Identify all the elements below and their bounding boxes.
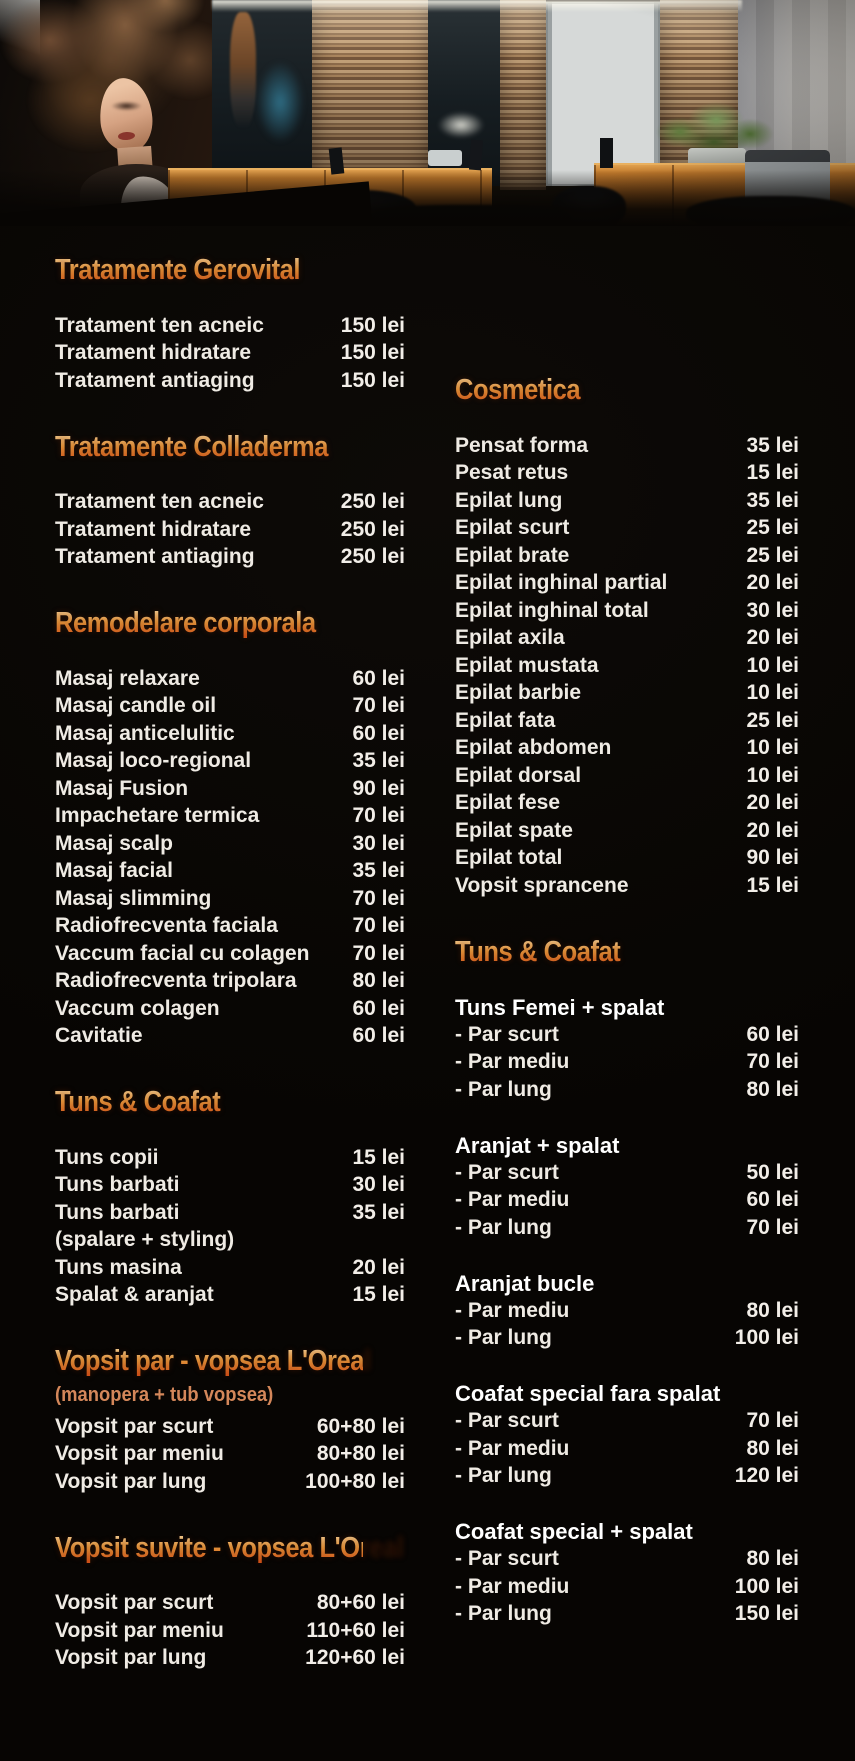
- menu-item-row: [455, 1546, 799, 1574]
- menu-item-name: - Par mediu: [455, 1574, 570, 1598]
- menu-item-name: Epilat inghinal partial: [455, 571, 668, 595]
- menu-item-price: 70 lei: [352, 804, 405, 828]
- menu-item-row: [55, 1468, 405, 1496]
- menu-item-row: [55, 968, 405, 996]
- menu-item-row: [455, 1049, 799, 1077]
- menu-item-row: [455, 542, 799, 570]
- menu-item-price: 20 lei: [746, 626, 799, 650]
- menu-item-name: Vopsit par meniu: [55, 1442, 224, 1466]
- menu-item-row: [55, 1590, 405, 1618]
- menu-item-row: [55, 1023, 405, 1051]
- menu-item-name: Vopsit par scurt: [55, 1414, 214, 1438]
- menu-item-name: Epilat brate: [455, 543, 570, 567]
- menu-item-row: [455, 1435, 799, 1463]
- menu-section: [55, 252, 405, 395]
- menu-item-name: Epilat inghinal total: [455, 598, 649, 622]
- menu-section: [55, 1530, 405, 1673]
- menu-item-row: [455, 1159, 799, 1187]
- menu-item-price: 10 lei: [746, 736, 799, 760]
- menu-item-name: Tuns barbati: [55, 1173, 180, 1197]
- section-title: Cosmetica: [455, 372, 758, 408]
- menu-item-name: Epilat barbie: [455, 681, 582, 705]
- menu-item-row: [55, 995, 405, 1023]
- menu-item-price: 60 lei: [746, 1022, 799, 1046]
- menu-item-name: Masaj loco-regional: [55, 749, 252, 773]
- menu-item-name: Masaj scalp: [55, 831, 173, 855]
- menu-item-row: [455, 707, 799, 735]
- menu-item-price: 15 lei: [746, 461, 799, 485]
- menu-item-price: 100+80 lei: [305, 1469, 405, 1493]
- menu-item-price: 80 lei: [746, 1547, 799, 1571]
- menu-item-price: 10 lei: [746, 653, 799, 677]
- menu-item-row: [55, 1441, 405, 1469]
- menu-item-row: [455, 515, 799, 543]
- menu-item-row: [455, 1408, 799, 1436]
- menu-item-row: [55, 830, 405, 858]
- menu-item-row: [455, 872, 799, 900]
- menu-section: [55, 1343, 405, 1496]
- menu-item-name: Epilat fese: [455, 791, 561, 815]
- menu-item-row: [55, 516, 405, 544]
- menu-item-name: Epilat spate: [455, 818, 573, 842]
- menu-item-row: [455, 1463, 799, 1491]
- section-title: Remodelare corporala: [55, 605, 363, 641]
- menu-item-row: [455, 487, 799, 515]
- menu-item-name: Epilat lung: [455, 488, 563, 512]
- menu-item-row: [55, 1254, 405, 1282]
- menu-item-name: Pesat retus: [455, 461, 569, 485]
- menu-item-name: - Par lung: [455, 1215, 552, 1239]
- menu-item-price: 90 lei: [352, 776, 405, 800]
- menu-item-name: - Par scurt: [455, 1409, 559, 1433]
- menu-item-price: 150 lei: [340, 368, 405, 392]
- menu-item-row: [55, 340, 405, 368]
- menu-item-price: 15 lei: [746, 873, 799, 897]
- menu-item-price: 70 lei: [352, 914, 405, 938]
- menu-item-row: [455, 597, 799, 625]
- menu-item-name: - Par lung: [455, 1326, 552, 1350]
- menu-group: [455, 1380, 799, 1490]
- menu-item-name: Spalat & aranjat: [55, 1283, 214, 1307]
- menu-item-row: [455, 790, 799, 818]
- menu-item-row: [55, 748, 405, 776]
- menu-item-name: Vaccum facial cu colagen: [55, 941, 310, 965]
- menu-item-price: 35 lei: [352, 749, 405, 773]
- menu-item-name: Epilat total: [455, 846, 563, 870]
- menu-item-name: - Par lung: [455, 1602, 552, 1626]
- menu-item-name: Epilat abdomen: [455, 736, 612, 760]
- menu-item-name: - Par lung: [455, 1077, 552, 1101]
- menu-item-price: 60 lei: [352, 721, 405, 745]
- menu-item-name: Epilat fata: [455, 708, 556, 732]
- menu-item-price: 70 lei: [746, 1050, 799, 1074]
- menu-item-name: Impachetare termica: [55, 804, 260, 828]
- menu-item-name: Masaj anticelulitic: [55, 721, 235, 745]
- menu-item-price: 30 lei: [352, 831, 405, 855]
- menu-item-price: 60 lei: [352, 1024, 405, 1048]
- menu-item-row: [55, 665, 405, 693]
- menu-item-name: Masaj candle oil: [55, 694, 217, 718]
- menu-item-name: Vaccum colagen: [55, 996, 220, 1020]
- menu-item-price: 60 lei: [746, 1188, 799, 1212]
- menu-item-row: [455, 570, 799, 598]
- menu-item-price: 150 lei: [734, 1602, 799, 1626]
- menu-section: [55, 1084, 405, 1309]
- menu-item-row: [55, 803, 405, 831]
- menu-item-row: [55, 489, 405, 517]
- menu-item-price: 70 lei: [352, 941, 405, 965]
- menu-item-name: Vopsit par meniu: [55, 1618, 224, 1642]
- menu-item-name: Vopsit sprancene: [455, 873, 629, 897]
- menu-item-price: 80+60 lei: [316, 1591, 405, 1615]
- menu-item-name: - Par mediu: [455, 1188, 570, 1212]
- menu-item-price: 80 lei: [746, 1436, 799, 1460]
- menu-item-row: [55, 1172, 405, 1200]
- menu-item-price: 60 lei: [352, 996, 405, 1020]
- menu-item-price: 15 lei: [352, 1283, 405, 1307]
- menu-item-row: [455, 680, 799, 708]
- menu-group: [455, 1270, 799, 1353]
- menu-item-row: [55, 1144, 405, 1172]
- menu-item-row: [455, 817, 799, 845]
- menu-item-row: [455, 1297, 799, 1325]
- menu-item-name: - Par mediu: [455, 1050, 570, 1074]
- menu-item-row: [55, 1282, 405, 1310]
- menu-item-row: [55, 1227, 405, 1255]
- menu-item-name: Masaj slimming: [55, 886, 212, 910]
- menu-item-name: Epilat dorsal: [455, 763, 582, 787]
- menu-item-name: Vopsit par scurt: [55, 1591, 214, 1615]
- menu-item-row: [55, 940, 405, 968]
- menu-item-price: 20 lei: [746, 818, 799, 842]
- menu-item-name: Tuns copii: [55, 1145, 159, 1169]
- menu-item-price: 100 lei: [734, 1326, 799, 1350]
- menu-item-price: 80 lei: [746, 1077, 799, 1101]
- menu-item-name: Masaj Fusion: [55, 776, 189, 800]
- menu-item-price: 80 lei: [352, 969, 405, 993]
- menu-item-row: [55, 1617, 405, 1645]
- menu-item-price: 50 lei: [746, 1160, 799, 1184]
- menu-item-price: 35 lei: [352, 1200, 405, 1224]
- section-title: Vopsit par - vopsea L'Oreal: [55, 1345, 371, 1377]
- section-title: Tuns & Coafat: [455, 934, 758, 970]
- menu-item-name: Vopsit par lung: [55, 1646, 207, 1670]
- menu-left-column: [55, 252, 405, 1672]
- menu-item-row: [55, 913, 405, 941]
- section-title: Tratamente Colladerma: [55, 429, 363, 465]
- menu-item-name: Tuns barbati: [55, 1200, 180, 1224]
- menu-item-price: 70 lei: [352, 886, 405, 910]
- menu-item-name: - Par scurt: [455, 1022, 559, 1046]
- menu-item-price: 35 lei: [352, 859, 405, 883]
- menu-item-row: [455, 1076, 799, 1104]
- menu-item-row: [455, 1187, 799, 1215]
- menu-item-price: 150 lei: [340, 313, 405, 337]
- menu-item-row: [455, 1325, 799, 1353]
- menu-item-name: - Par scurt: [455, 1160, 559, 1184]
- menu-item-price: 10 lei: [746, 681, 799, 705]
- menu-item-price: 25 lei: [746, 708, 799, 732]
- menu-item-price: 70 lei: [352, 694, 405, 718]
- menu-item-name: Radiofrecventa tripolara: [55, 969, 297, 993]
- menu-item-price: 250 lei: [340, 545, 405, 569]
- menu-item-name: Masaj facial: [55, 859, 173, 883]
- menu-item-price: 120 lei: [734, 1464, 799, 1488]
- menu-item-name: Tratament antiaging: [55, 368, 255, 392]
- menu-item-price: 25 lei: [746, 543, 799, 567]
- menu-item-price: 80+80 lei: [316, 1442, 405, 1466]
- menu-item-price: 60 lei: [352, 666, 405, 690]
- menu-item-price: 20 lei: [352, 1255, 405, 1279]
- menu-item-row: [455, 762, 799, 790]
- menu-group-label: Aranjat + spalat: [455, 1132, 620, 1158]
- section-title: Tuns & Coafat: [55, 1084, 363, 1120]
- menu-item-price: 90 lei: [746, 846, 799, 870]
- menu-section: [455, 372, 799, 900]
- menu-item-name: Radiofrecventa faciala: [55, 914, 278, 938]
- menu-item-row: [55, 775, 405, 803]
- menu-item-name: Tratament hidratare: [55, 517, 252, 541]
- menu-item-name: Pensat forma: [455, 433, 589, 457]
- menu-item-row: [455, 1214, 799, 1242]
- menu-item-name: Tratament antiaging: [55, 545, 255, 569]
- menu-item-price: 30 lei: [352, 1173, 405, 1197]
- menu-item-price: 120+60 lei: [305, 1646, 405, 1670]
- menu-item-price: 60+80 lei: [316, 1414, 405, 1438]
- menu-item-name: (spalare + styling): [55, 1228, 235, 1252]
- menu-item-price: 10 lei: [746, 763, 799, 787]
- menu-item-name: Epilat scurt: [455, 516, 570, 540]
- menu-item-price: 25 lei: [746, 516, 799, 540]
- menu-item-price: 20 lei: [746, 791, 799, 815]
- menu-item-row: [455, 845, 799, 873]
- menu-item-name: Tratament ten acneic: [55, 490, 264, 514]
- menu-item-price: 150 lei: [340, 341, 405, 365]
- menu-item-price: 20 lei: [746, 571, 799, 595]
- menu-item-name: Epilat mustata: [455, 653, 599, 677]
- menu-item-price: 35 lei: [746, 433, 799, 457]
- menu-item-row: [55, 720, 405, 748]
- section-title: Tratamente Gerovital: [55, 252, 363, 288]
- menu-item-row: [455, 460, 799, 488]
- menu-item-price: 80 lei: [746, 1298, 799, 1322]
- menu-group: [455, 1518, 799, 1628]
- menu-item-price: 70 lei: [746, 1215, 799, 1239]
- menu-group: [455, 1132, 799, 1242]
- menu-item-price: 70 lei: [746, 1409, 799, 1433]
- menu-item-row: [455, 1601, 799, 1629]
- menu-item-row: [55, 858, 405, 886]
- menu-item-row: [55, 544, 405, 572]
- menu-item-price: 110+60 lei: [306, 1618, 405, 1642]
- menu-item-name: Tratament ten acneic: [55, 313, 264, 337]
- menu-section: [55, 429, 405, 572]
- menu-item-row: [55, 1645, 405, 1673]
- menu-item-name: Tuns masina: [55, 1255, 182, 1279]
- menu-item-row: [455, 735, 799, 763]
- salon-photo: [0, 0, 855, 226]
- menu-section: [455, 934, 799, 1629]
- menu-item-price: 35 lei: [746, 488, 799, 512]
- menu-item-row: [55, 693, 405, 721]
- menu-item-row: [455, 432, 799, 460]
- menu-item-row: [55, 1413, 405, 1441]
- menu-item-price: 15 lei: [352, 1145, 405, 1169]
- menu-group-label: Tuns Femei + spalat: [455, 994, 665, 1020]
- menu-item-name: Tratament hidratare: [55, 341, 252, 365]
- menu-item-name: - Par mediu: [455, 1436, 570, 1460]
- menu-item-name: Masaj relaxare: [55, 666, 200, 690]
- menu-item-price: 100 lei: [734, 1574, 799, 1598]
- menu-item-row: [455, 1573, 799, 1601]
- menu-item-row: [55, 367, 405, 395]
- menu-item-price: 250 lei: [340, 517, 405, 541]
- menu-item-row: [55, 312, 405, 340]
- section-subtitle: (manopera + tub vopsea): [55, 1384, 274, 1406]
- menu-item-row: [455, 652, 799, 680]
- menu-section: [55, 605, 405, 1050]
- menu-group-label: Coafat special + spalat: [455, 1519, 693, 1544]
- menu-item-row: [455, 625, 799, 653]
- photo-bottom-fade: [0, 170, 855, 226]
- menu-item-row: [55, 1199, 405, 1227]
- menu-item-name: - Par mediu: [455, 1298, 570, 1322]
- menu-right-column: [455, 372, 799, 1628]
- section-title: Vopsit suvite - vopsea L'Oreal: [55, 1531, 404, 1564]
- menu-group: [455, 994, 799, 1104]
- menu-group-label: Aranjat bucle: [455, 1270, 595, 1296]
- menu-group-label: Coafat special fara spalat: [455, 1381, 721, 1406]
- menu-item-name: Vopsit par lung: [55, 1469, 207, 1493]
- menu-item-row: [55, 885, 405, 913]
- menu-item-price: 250 lei: [340, 490, 405, 514]
- menu-item-name: - Par lung: [455, 1464, 552, 1488]
- menu-item-name: Cavitatie: [55, 1024, 143, 1048]
- menu-item-name: Epilat axila: [455, 626, 565, 650]
- menu-item-row: [455, 1021, 799, 1049]
- menu-item-price: 30 lei: [746, 598, 799, 622]
- menu-item-name: - Par scurt: [455, 1547, 559, 1571]
